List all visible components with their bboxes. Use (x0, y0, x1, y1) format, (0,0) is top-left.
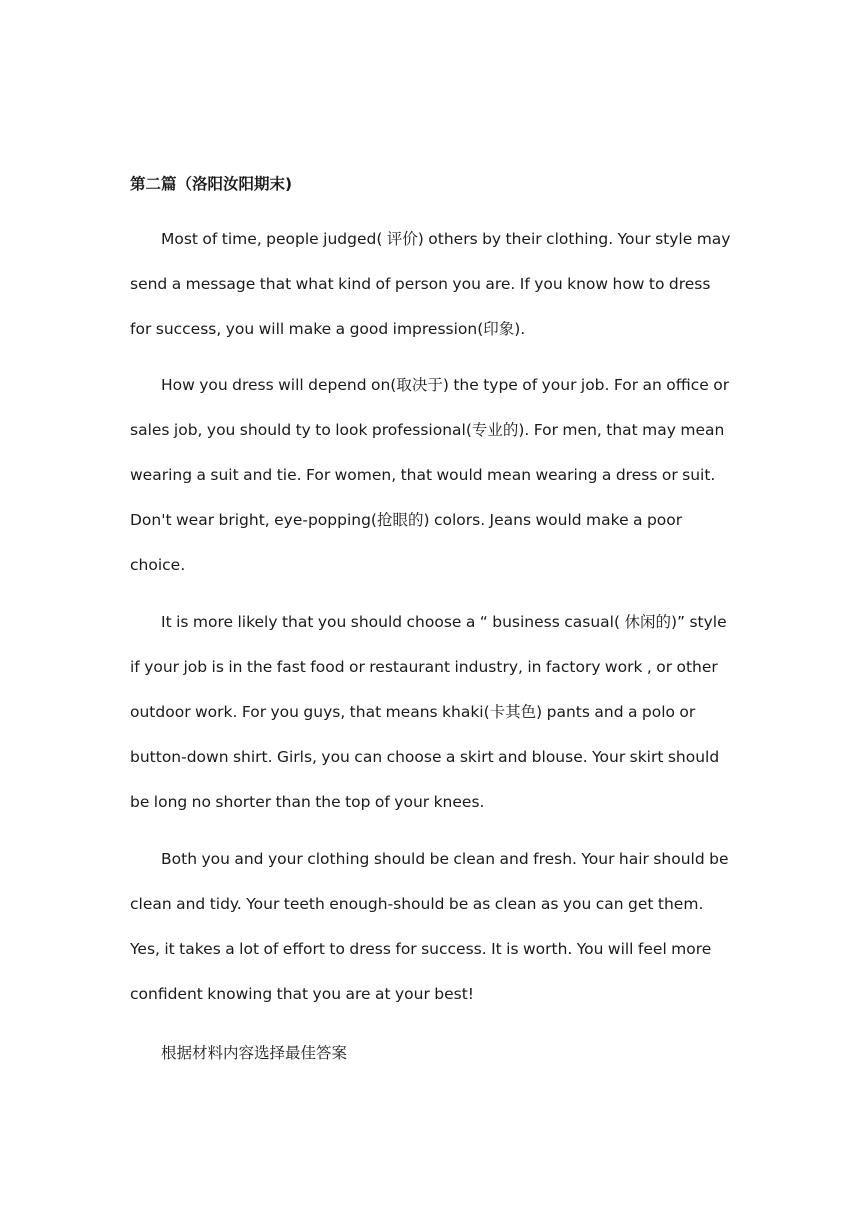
question-instruction: 根据材料内容选择最佳答案 (161, 1044, 348, 1062)
passage-title: 第二篇（洛阳汝阳期末) (130, 175, 293, 193)
paragraph-2: How you dress will depend on(取决于) the type of your job. For an office or sales job, you should ty to look professional(专业的). For men, that may mean wearing a suit and tie. For women, that would mean wearing a dress or suit. Don't wear bright, eye-popping(抢眼的) colors. Jeans would make a poor choice. (130, 376, 730, 574)
paragraph-1: Most of time, people judged( 评价) others by their clothing. Your style may send a message that what kind of person you are. If you know how to dress for success, you will make a good impression(印象). (130, 230, 731, 338)
paragraph-4: Both you and your clothing should be clean and fresh. Your hair should be clean and tidy. Your teeth enough-should be as clean as you can get them. Yes, it takes a lot of effort to dress for success. It is worth. You will feel more confident knowing that you are at your best! (130, 850, 729, 1003)
paragraph-3: It is more likely that you should choose a “ business casual( 休闲的)” style if your job is in the fast food or restaurant industry, in factory work , or other outdoor work. For you guys, that means khaki(卡其色) pants and a polo or button-down shirt. Girls, you can choose a skirt and blouse. Your skirt should be long no shorter than the top of your knees. (130, 613, 727, 811)
